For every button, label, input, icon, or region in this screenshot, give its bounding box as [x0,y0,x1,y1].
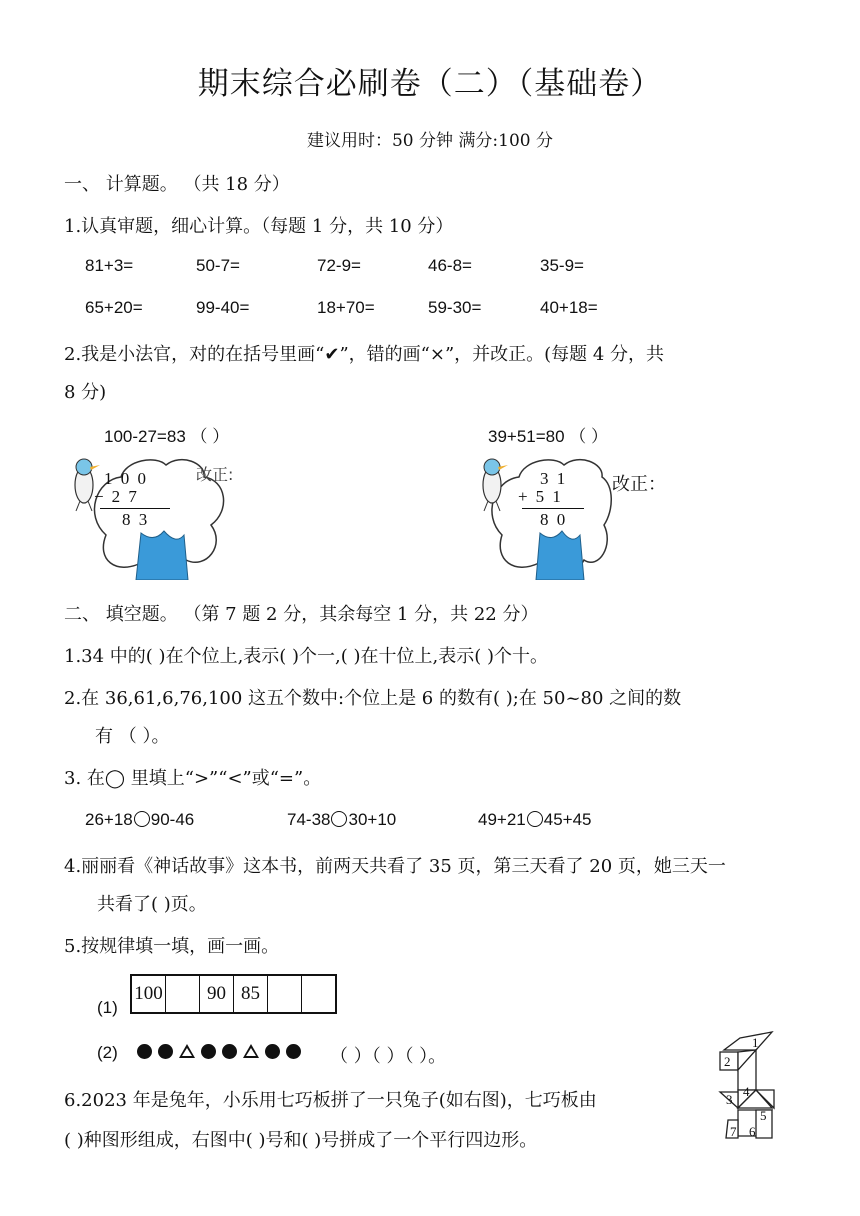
number-sequence-box [130,974,337,1014]
circle-shape-icon [222,1044,237,1059]
calc-item: 59-30= [428,298,482,317]
fill-q2: 2.在 36,61,6,76,100 这五个数中:个位上是 6 的数有( );在 50~80 之间的数 [64,688,682,709]
tangram-label: 1 [752,1035,759,1050]
vc-result: 8 3 [122,510,150,529]
tangram-rabbit-figure [716,1030,796,1145]
compare-circle[interactable] [134,811,150,827]
tangram-label: 7 [730,1124,737,1139]
q2-prompt: 2.我是小法官，对的在括号里画“✔”，错的画“×”，并改正。(每题 4 分，共 [64,344,665,365]
fill-q3-prompt: 3. 在◯ 里填上“>”“<”或“=”。 [64,768,322,789]
compare-item: 26+18 90-46 [85,810,195,829]
page-title: 期末综合必刷卷（二）（基础卷） [197,66,663,102]
q1-prompt: 1.认真审题，细心计算。（每题 1 分，共 10 分） [64,216,454,237]
calc-item: 40+18= [540,298,598,317]
circle-shape-icon [137,1044,152,1059]
sequence-cell[interactable] [302,976,335,1012]
fill-q6-cont: ( )种图形组成，右图中( )号和( )号拼成了一个平行四边形。 [64,1130,538,1151]
circle-shape-icon [286,1044,301,1059]
circle-shape-icon [265,1044,280,1059]
sequence-cell[interactable] [268,976,302,1012]
compare-item: 49+21 45+45 [478,810,592,829]
vertical-calc-left [94,470,170,529]
tangram-label: 4 [743,1084,750,1099]
vc-top: 3 1 [540,469,568,488]
q5-part2-label: (2) [97,1043,118,1062]
correction-label-left: 改正: [196,465,234,484]
fill-q4: 4.丽丽看《神话故事》这本书，前两天共看了 35 页，第三天看了 20 页，她三天一 [64,856,726,877]
compare-circle[interactable] [331,811,347,827]
vc-mid: 2 7 [111,487,139,506]
calc-item: 65+20= [85,298,143,317]
compare-item: 74-38 30+10 [287,810,397,829]
calc-item: 35-9= [540,256,584,275]
judge-equation-left: 100-27=83 （ ） [104,427,230,446]
sequence-cell: 100 [132,976,166,1012]
calc-item: 81+3= [85,256,134,275]
calc-item: 72-9= [317,256,361,275]
compare-circle[interactable] [527,811,543,827]
correction-label-right: 改正： [612,474,666,495]
vertical-calc-right [518,470,584,529]
triangle-shape-icon [179,1044,195,1058]
calc-item: 46-8= [428,256,472,275]
section2-heading: 二、 填空题。 （第 7 题 2 分，其余每空 1 分，共 22 分） [64,604,539,625]
vc-result: 8 0 [540,510,568,529]
judge-equation-right: 39+51=80 （ ） [488,427,609,446]
calc-item: 99-40= [196,298,250,317]
calc-item: 18+70= [317,298,375,317]
section1-heading: 一、 计算题。 （共 18 分） [64,174,290,195]
shape-pattern [137,1042,307,1061]
circle-shape-icon [158,1044,173,1059]
vc-mid: 5 1 [535,487,563,506]
vc-operator: − [94,487,106,506]
q5-part1-label: (1) [97,998,118,1017]
sequence-cell: 90 [200,976,234,1012]
vc-top: 1 0 0 [104,469,148,488]
tangram-label: 2 [724,1054,731,1069]
circle-shape-icon [201,1044,216,1059]
fill-q6: 6.2023 年是兔年，小乐用七巧板拼了一只兔子(如右图)，七巧板由 [64,1090,597,1111]
fill-q5-prompt: 5.按规律填一填，画一画。 [64,936,280,957]
tangram-label: 3 [726,1092,733,1107]
fill-q4-cont: 共看了( )页。 [97,894,207,915]
tangram-label: 6 [749,1124,756,1139]
calc-item: 50-7= [196,256,240,275]
q2-prompt-cont: 8 分) [64,382,107,403]
vc-operator: + [518,487,530,506]
pattern-blanks: （ ）（ ）（ ）。 [330,1046,447,1067]
sequence-cell: 85 [234,976,268,1012]
sequence-cell[interactable] [166,976,200,1012]
fill-q2-cont: 有 （ ）。 [95,726,170,747]
tangram-label: 5 [760,1108,767,1123]
exam-info: 建议用时：50 分钟 满分:100 分 [306,131,554,151]
fill-q1: 1.34 中的( )在个位上,表示( )个一,( )在十位上,表示( )个十。 [64,646,549,667]
triangle-shape-icon [243,1044,259,1058]
